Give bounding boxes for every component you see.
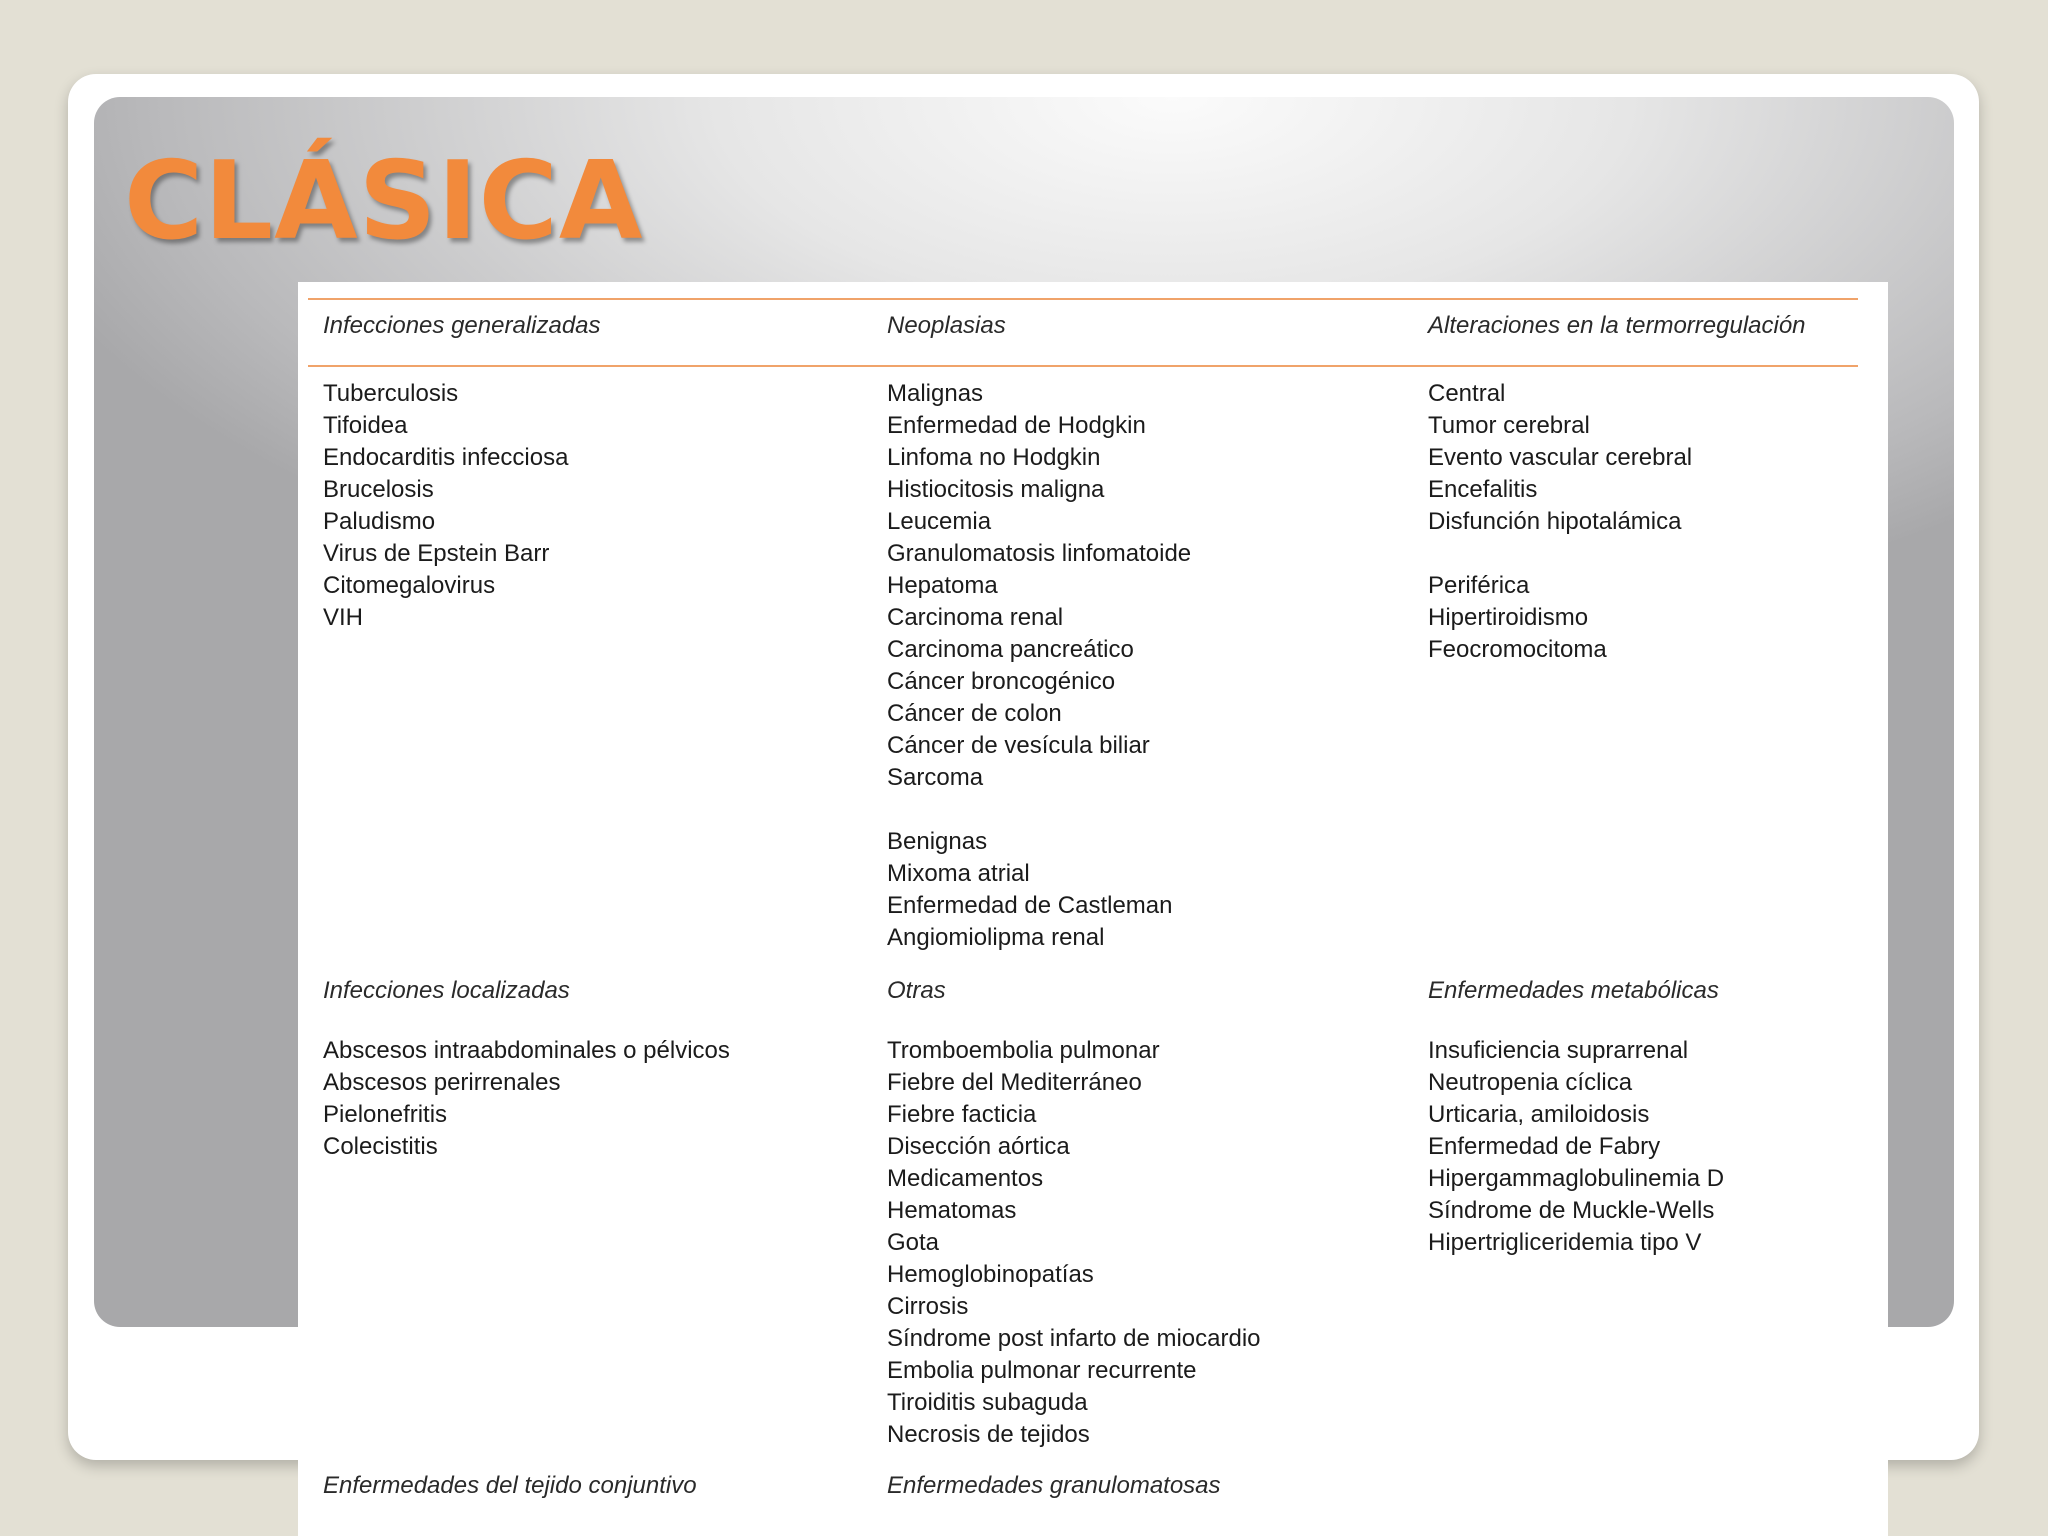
list-item: Histiocitosis maligna xyxy=(887,476,1105,503)
header-termorregulacion: Alteraciones en la termorregulación xyxy=(1428,312,1806,339)
spacer xyxy=(1428,538,1888,570)
column-3-header-1 xyxy=(1428,310,1888,342)
header-infecciones-generalizadas: Infecciones generalizadas xyxy=(323,312,601,339)
table-top-rule xyxy=(308,298,1858,300)
header-granulomatosas: Enfermedades granulomatosas xyxy=(887,1472,1221,1499)
list-item: Fiebre facticia xyxy=(887,1101,1037,1128)
column-1-block-2 xyxy=(323,1035,843,1163)
list-item: Tiroiditis subaguda xyxy=(887,1389,1088,1416)
column-1-block-1 xyxy=(323,378,843,634)
list-item: Hipertrigliceridemia tipo V xyxy=(1428,1229,1702,1256)
column-3-header-2 xyxy=(1428,975,1888,1007)
list-item: Virus de Epstein Barr xyxy=(323,540,550,567)
list-item: Urticaria, amiloidosis xyxy=(1428,1101,1650,1128)
list-item: Linfoma no Hodgkin xyxy=(887,444,1101,471)
list-item: Necrosis de tejidos xyxy=(887,1421,1090,1448)
list-item: Granulomatosis linfomatoide xyxy=(887,540,1192,567)
list-item: Tumor cerebral xyxy=(1428,412,1590,439)
list-item: Fiebre del Mediterráneo xyxy=(887,1069,1142,1096)
list-item: Feocromocitoma xyxy=(1428,636,1607,663)
list-item: Abscesos perirrenales xyxy=(323,1069,561,1096)
spacer xyxy=(887,794,1407,826)
list-item: Síndrome post infarto de miocardio xyxy=(887,1325,1261,1352)
list-item: Insuficiencia suprarrenal xyxy=(1428,1037,1689,1064)
list-item: Citomegalovirus xyxy=(323,572,496,599)
list-item: Hipergammaglobulinemia D xyxy=(1428,1165,1725,1192)
column-2-header-2 xyxy=(887,975,1407,1007)
list-item: Pielonefritis xyxy=(323,1101,448,1128)
table-header-rule xyxy=(308,365,1858,367)
list-item: Gota xyxy=(887,1229,940,1256)
list-item: Sarcoma xyxy=(887,764,984,791)
list-item: Tuberculosis xyxy=(323,380,459,407)
header-tejido-conjuntivo: Enfermedades del tejido conjuntivo xyxy=(323,1472,697,1499)
column-2-block-2 xyxy=(887,1035,1407,1451)
list-item: Enfermedad de Hodgkin xyxy=(887,412,1146,439)
list-item: Abscesos intraabdominales o pélvicos xyxy=(323,1037,730,1064)
list-item: Central xyxy=(1428,380,1506,407)
list-item: Malignas xyxy=(887,380,984,407)
list-item: Colecistitis xyxy=(323,1133,438,1160)
list-item: Neutropenia cíclica xyxy=(1428,1069,1633,1096)
header-infecciones-localizadas: Infecciones localizadas xyxy=(323,977,570,1004)
list-item: Periférica xyxy=(1428,572,1530,599)
header-neoplasias: Neoplasias xyxy=(887,312,1006,339)
column-3-block-1 xyxy=(1428,378,1888,666)
column-2-block-1 xyxy=(887,378,1407,954)
list-item: Cáncer broncogénico xyxy=(887,668,1116,695)
list-item: Paludismo xyxy=(323,508,436,535)
list-item: Cirrosis xyxy=(887,1293,969,1320)
list-item: Medicamentos xyxy=(887,1165,1044,1192)
header-otras: Otras xyxy=(887,977,946,1004)
list-item: Carcinoma renal xyxy=(887,604,1064,631)
slide-title: CLÁSICA xyxy=(124,139,644,264)
list-item: Mixoma atrial xyxy=(887,860,1030,887)
list-item: Embolia pulmonar recurrente xyxy=(887,1357,1197,1384)
list-item: Enfermedad de Fabry xyxy=(1428,1133,1661,1160)
list-item: Evento vascular cerebral xyxy=(1428,444,1693,471)
list-item: Tifoidea xyxy=(323,412,408,439)
list-item: Angiomiolipma renal xyxy=(887,924,1105,951)
list-item: Hemoglobinopatías xyxy=(887,1261,1094,1288)
list-item: Endocarditis infecciosa xyxy=(323,444,569,471)
list-item: Hematomas xyxy=(887,1197,1017,1224)
list-item: Leucemia xyxy=(887,508,992,535)
column-3-block-2 xyxy=(1428,1035,1888,1259)
list-item: Síndrome de Muckle-Wells xyxy=(1428,1197,1715,1224)
list-item: Benignas xyxy=(887,828,988,855)
list-item: Encefalitis xyxy=(1428,476,1538,503)
list-item: VIH xyxy=(323,604,364,631)
column-2-header-3 xyxy=(887,1470,1407,1502)
differential-diagnosis-table xyxy=(298,282,1888,1536)
list-item: Hipertiroidismo xyxy=(1428,604,1589,631)
header-enfermedades-metabolicas: Enfermedades metabólicas xyxy=(1428,977,1719,1004)
list-item: Carcinoma pancreático xyxy=(887,636,1134,663)
list-item: Enfermedad de Castleman xyxy=(887,892,1173,919)
column-1-header-1 xyxy=(323,310,843,342)
column-1-header-2 xyxy=(323,975,843,1007)
list-item: Hepatoma xyxy=(887,572,998,599)
list-item: Disección aórtica xyxy=(887,1133,1070,1160)
column-1-header-3 xyxy=(323,1470,843,1502)
list-item: Tromboembolia pulmonar xyxy=(887,1037,1160,1064)
column-2-header-1 xyxy=(887,310,1407,342)
list-item: Disfunción hipotalámica xyxy=(1428,508,1682,535)
list-item: Cáncer de colon xyxy=(887,700,1062,727)
list-item: Brucelosis xyxy=(323,476,434,503)
list-item: Cáncer de vesícula biliar xyxy=(887,732,1150,759)
